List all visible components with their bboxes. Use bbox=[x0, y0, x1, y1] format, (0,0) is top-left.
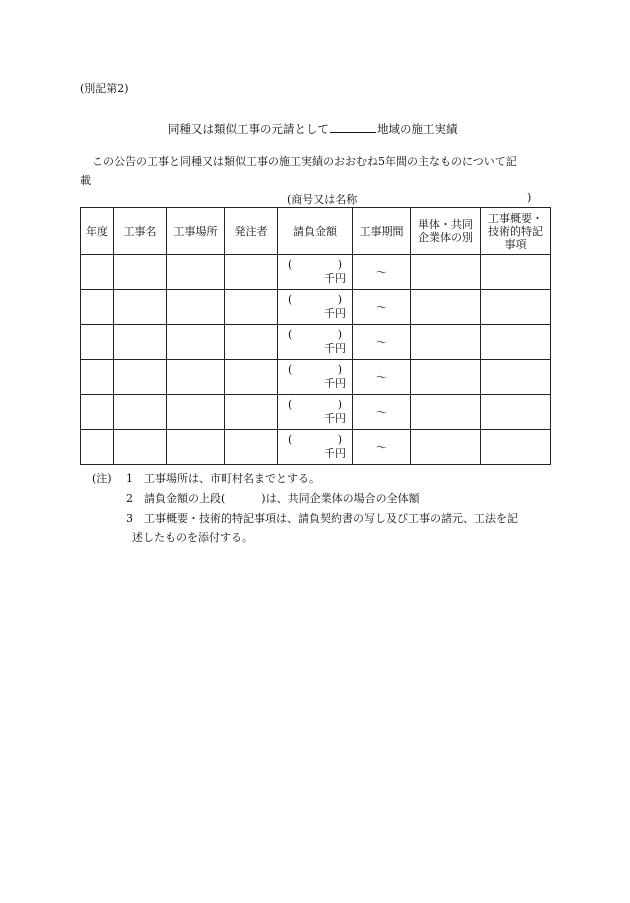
header-summary: 工事概要・ 技術的特記 事項 bbox=[481, 208, 551, 255]
table-row bbox=[81, 255, 551, 290]
cell-year bbox=[81, 290, 114, 325]
cell-client bbox=[225, 430, 278, 465]
cell-project-name bbox=[114, 395, 167, 430]
cell-period: ～ bbox=[353, 290, 411, 325]
cell-client bbox=[225, 360, 278, 395]
cell-contract-amount: ( ) 千円 bbox=[278, 395, 353, 430]
region-blank-line bbox=[330, 120, 376, 133]
cell-jv-type bbox=[411, 395, 481, 430]
cell-location bbox=[167, 360, 225, 395]
cell-contract-amount: ( ) 千円 bbox=[278, 360, 353, 395]
table-row bbox=[81, 290, 551, 325]
trade-name-label: (商号又は名称 bbox=[287, 193, 358, 206]
cell-period: ～ bbox=[353, 395, 411, 430]
cell-summary bbox=[481, 325, 551, 360]
cell-client bbox=[225, 325, 278, 360]
header-client: 発注者 bbox=[225, 208, 278, 255]
cell-summary bbox=[481, 360, 551, 395]
title-suffix: 地域の施工実績 bbox=[377, 122, 458, 136]
cell-jv-type bbox=[411, 255, 481, 290]
intro-text-line-2: 載 bbox=[80, 174, 91, 187]
appendix-label: (別記第2) bbox=[80, 82, 129, 95]
cell-year bbox=[81, 430, 114, 465]
note-item-3: 3 工事概要・技術的特記事項は、請負契約書の写し及び工事の諸元、工法を記 bbox=[126, 512, 518, 525]
cell-location bbox=[167, 395, 225, 430]
table-row bbox=[81, 395, 551, 430]
cell-location bbox=[167, 255, 225, 290]
cell-summary bbox=[481, 255, 551, 290]
cell-year bbox=[81, 325, 114, 360]
cell-project-name bbox=[114, 255, 167, 290]
cell-location bbox=[167, 325, 225, 360]
trade-name-close-paren: ) bbox=[527, 191, 532, 204]
table-header-row bbox=[81, 208, 551, 255]
table-row bbox=[81, 325, 551, 360]
header-contract-amount: 請負金額 bbox=[278, 208, 353, 255]
cell-client bbox=[225, 255, 278, 290]
cell-period: ～ bbox=[353, 325, 411, 360]
cell-period: ～ bbox=[353, 430, 411, 465]
cell-contract-amount: ( ) 千円 bbox=[278, 255, 353, 290]
table-row bbox=[81, 430, 551, 465]
cell-contract-amount: ( ) 千円 bbox=[278, 325, 353, 360]
title-prefix: 同種又は類似工事の元請として bbox=[168, 122, 329, 136]
cell-client bbox=[225, 395, 278, 430]
cell-year bbox=[81, 255, 114, 290]
note-item-1: 1 工事場所は、市町村名までとする。 bbox=[126, 472, 320, 485]
cell-summary bbox=[481, 290, 551, 325]
header-period: 工事期間 bbox=[353, 208, 411, 255]
cell-year bbox=[81, 395, 114, 430]
cell-year bbox=[81, 360, 114, 395]
cell-location bbox=[167, 430, 225, 465]
notes-heading: (注) bbox=[92, 472, 112, 485]
cell-period: ～ bbox=[353, 255, 411, 290]
cell-project-name bbox=[114, 430, 167, 465]
intro-text-line-1: この公告の工事と同種又は類似工事の施工実績のおおむね5年間の主なものについて記 bbox=[92, 155, 517, 168]
table-row bbox=[81, 360, 551, 395]
cell-jv-type bbox=[411, 430, 481, 465]
header-location: 工事場所 bbox=[167, 208, 225, 255]
cell-summary bbox=[481, 395, 551, 430]
cell-client bbox=[225, 290, 278, 325]
cell-jv-type bbox=[411, 325, 481, 360]
cell-project-name bbox=[114, 360, 167, 395]
cell-contract-amount: ( ) 千円 bbox=[278, 430, 353, 465]
cell-project-name bbox=[114, 325, 167, 360]
cell-jv-type bbox=[411, 360, 481, 395]
performance-table bbox=[80, 207, 551, 465]
document-title bbox=[168, 120, 458, 137]
header-year: 年度 bbox=[81, 208, 114, 255]
cell-location bbox=[167, 290, 225, 325]
cell-contract-amount: ( ) 千円 bbox=[278, 290, 353, 325]
note-item-2: 2 請負金額の上段( )は、共同企業体の場合の全体額 bbox=[126, 492, 420, 505]
cell-period: ～ bbox=[353, 360, 411, 395]
header-jv-type: 単体・共同 企業体の別 bbox=[411, 208, 481, 255]
cell-jv-type bbox=[411, 290, 481, 325]
header-project-name: 工事名 bbox=[114, 208, 167, 255]
cell-summary bbox=[481, 430, 551, 465]
cell-project-name bbox=[114, 290, 167, 325]
note-item-3-continued: 述したものを添付する。 bbox=[132, 531, 253, 544]
